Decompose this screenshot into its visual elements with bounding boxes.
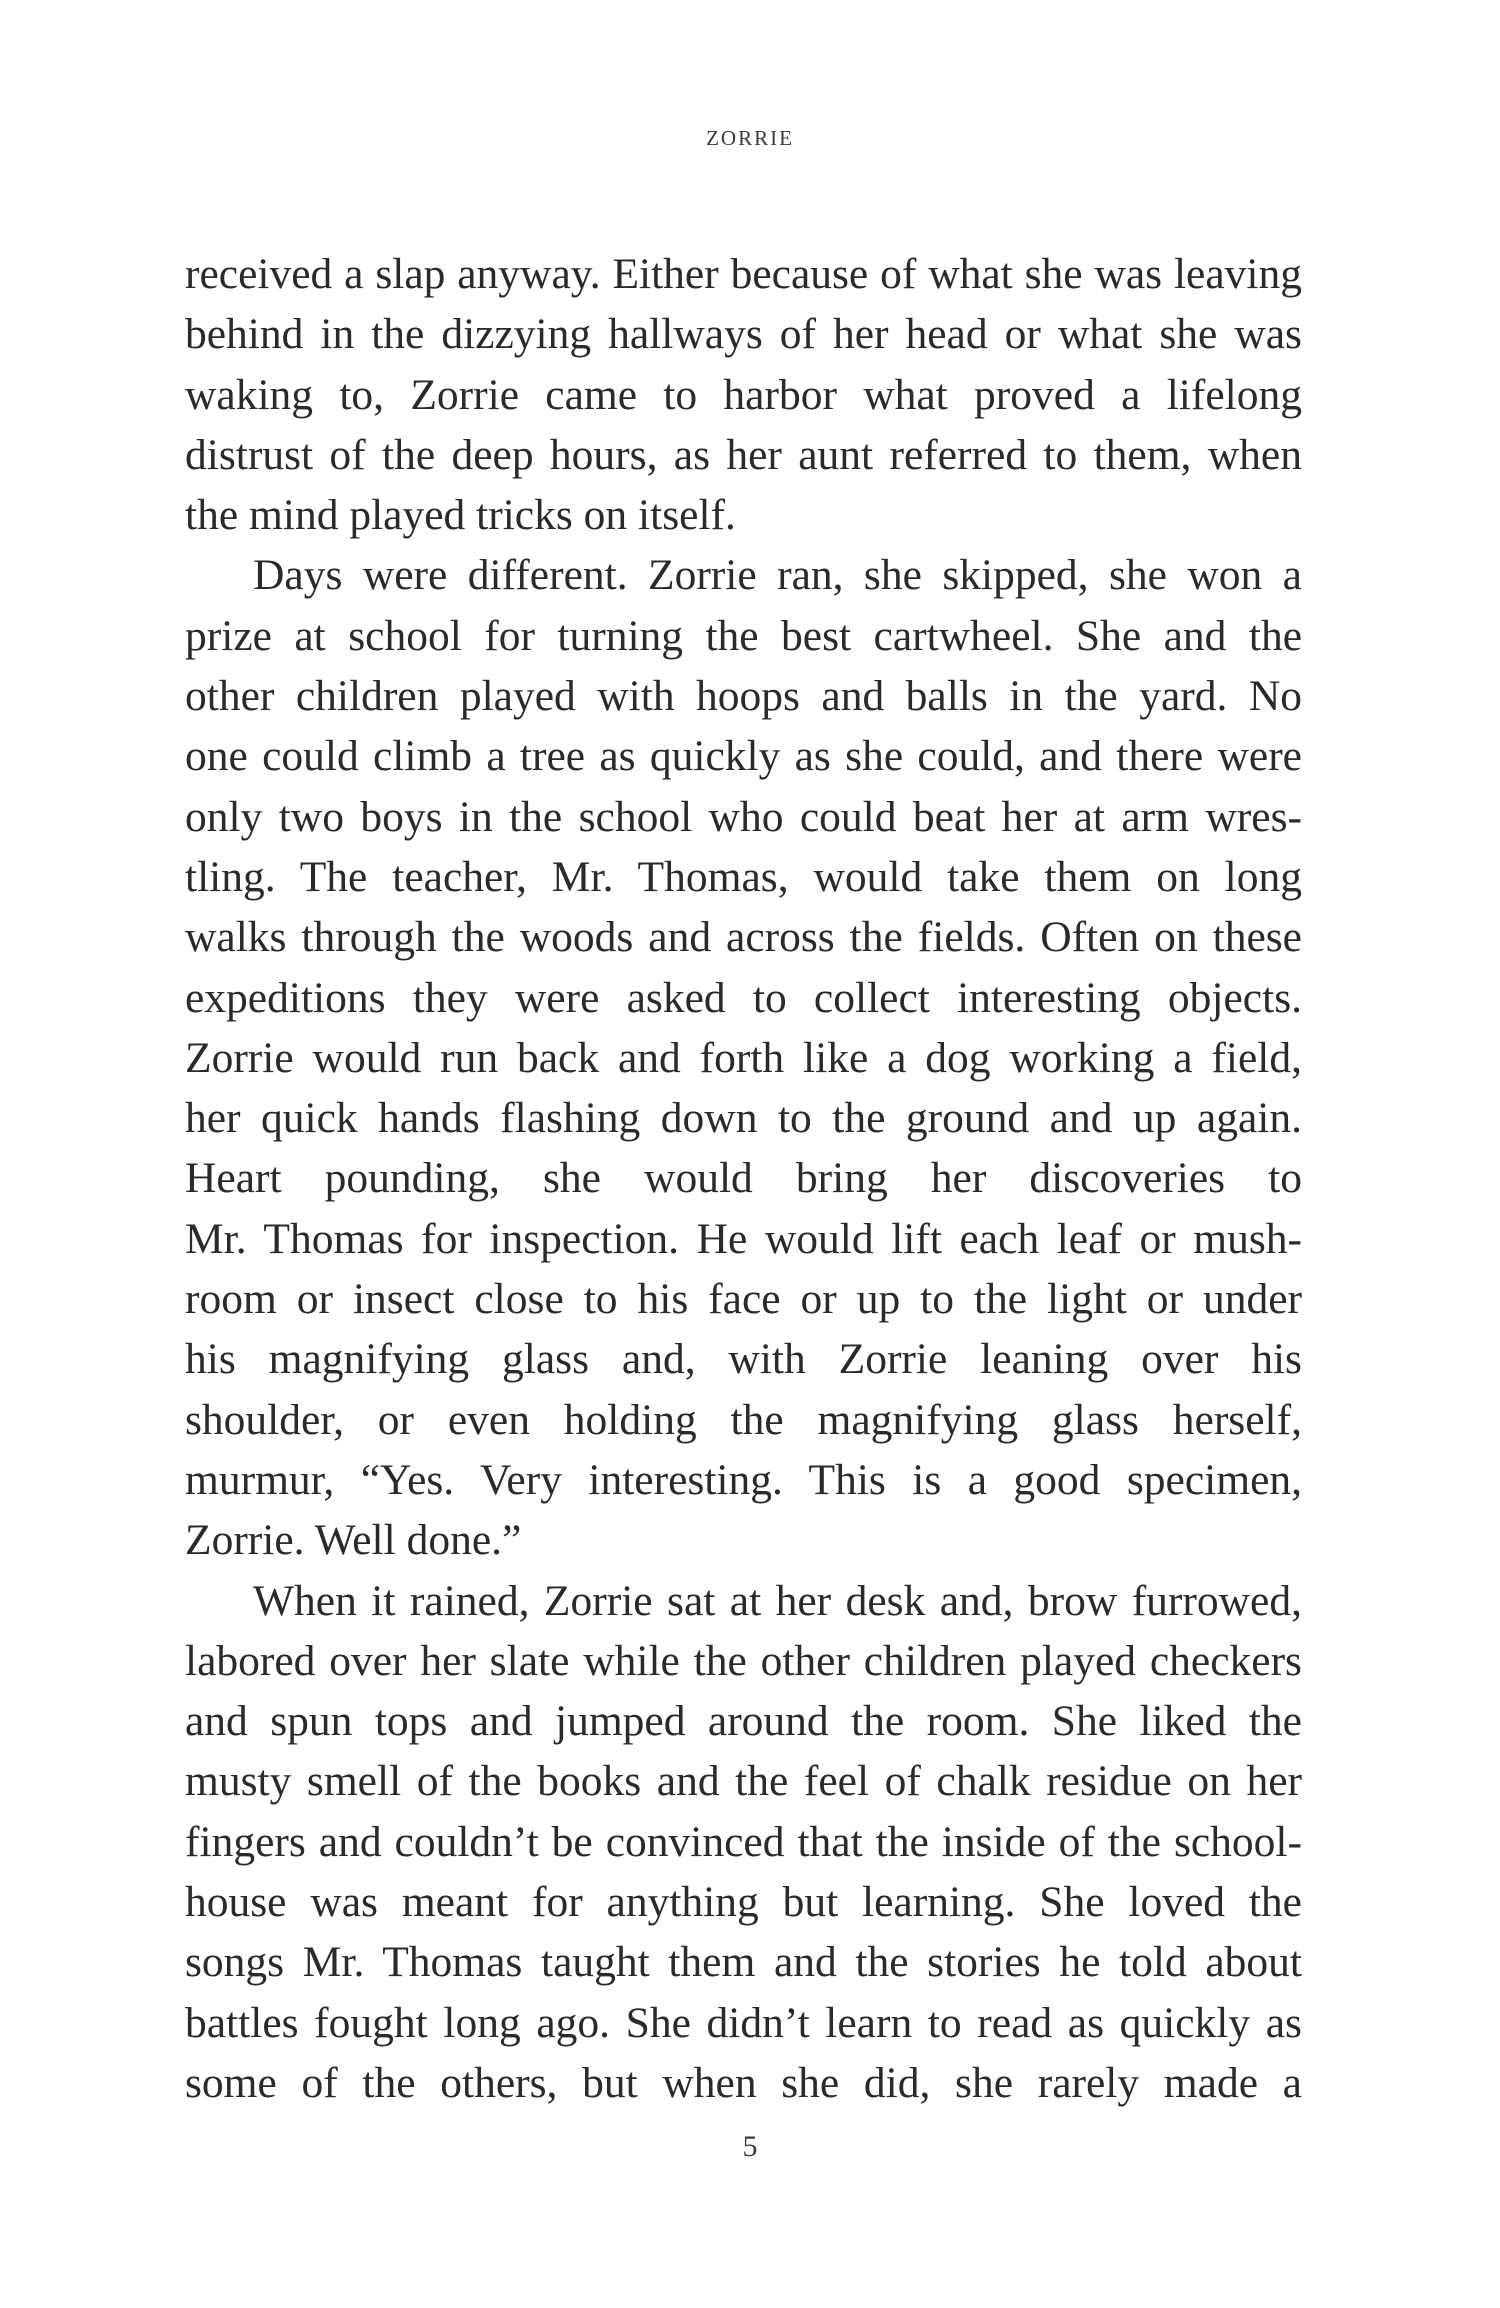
body-text [185,244,1302,2113]
text-line: labored over her slate while the other children played checkers [185,1636,1302,1685]
text-line: When it rained, Zorrie sat at her desk and, brow furrowed, [253,1576,1302,1625]
text-line: some of the others, but when she did, she rarely made a [185,2058,1302,2107]
text-line: battles fought long ago. She didn’t learn to read as quickly as [185,1998,1302,2047]
text-line: and spun tops and jumped around the room. She liked the [185,1697,1302,1746]
page-number: 5 [742,2130,758,2163]
text-line: songs Mr. Thomas taught them and the stories he told about [185,1938,1302,1987]
text-line: murmur, “Yes. Very interesting. This is a good specimen, [185,1455,1302,1504]
text-line: tling. The teacher, Mr. Thomas, would take them on long [185,852,1302,901]
text-line: house was meant for anything but learning. She loved the [185,1878,1302,1927]
text-line: distrust of the deep hours, as her aunt referred to them, when [185,430,1302,479]
running-head: ZORRIE [706,126,794,150]
text-line: musty smell of the books and the feel of chalk residue on her [185,1757,1302,1806]
text-line: waking to, Zorrie came to harbor what proved a lifelong [185,370,1302,419]
text-line: behind in the dizzying hallways of her head or what she was [185,310,1302,359]
text-line: prize at school for turning the best cartwheel. She and the [185,611,1302,660]
text-line: her quick hands flashing down to the ground and up again. [185,1094,1302,1143]
text-line: Heart pounding, she would bring her discoveries to [185,1154,1302,1203]
text-line: walks through the woods and across the fields. Often on these [185,913,1302,962]
text-line: other children played with hoops and balls in the yard. No [185,672,1302,721]
text-line: expeditions they were asked to collect interesting objects. [185,973,1302,1022]
text-line: one could climb a tree as quickly as she could, and there were [185,732,1302,781]
text-line: fingers and couldn’t be convinced that the inside of the school- [185,1817,1302,1866]
text-line: room or insect close to his face or up to the light or under [185,1275,1302,1324]
text-line: received a slap anyway. Either because of what she was leaving [185,250,1302,298]
text-line: Days were different. Zorrie ran, she skipped, she won a [253,551,1302,600]
text-line: Zorrie would run back and forth like a dog working a field, [185,1033,1302,1082]
text-line: Mr. Thomas for inspection. He would lift each leaf or mush- [185,1214,1302,1263]
text-line: only two boys in the school who could beat her at arm wres- [185,792,1302,841]
text-line: shoulder, or even holding the magnifying glass herself, [185,1395,1302,1444]
text-line: Zorrie. Well done.” [185,1516,522,1565]
text-line: the mind played tricks on itself. [185,491,736,540]
text-line: his magnifying glass and, with Zorrie leaning over his [185,1335,1302,1384]
